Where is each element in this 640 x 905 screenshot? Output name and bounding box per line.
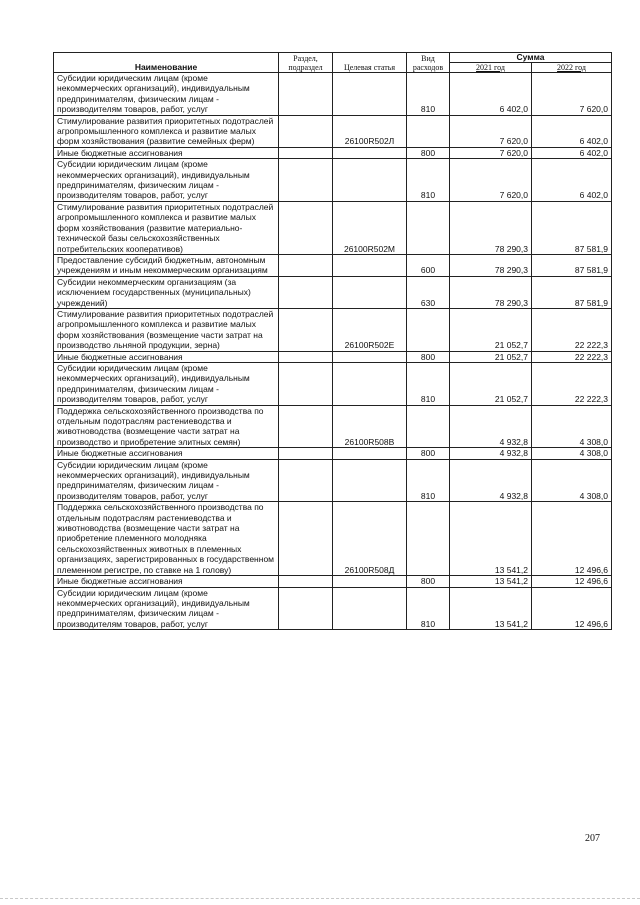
row-name-cell: Субсидии юридическим лицам (кроме некоммерческих организаций), индивидуальным предпринимателям, физическим лицам - производителям товаров, работ, услуг [54,459,279,502]
row-kind-cell: 630 [407,276,450,308]
row-name-cell: Поддержка сельскохозяйственного производства по отдельным подотраслям растениеводства и животноводства (возмещение части затрат на производство и приобретение элитных семян) [54,405,279,448]
row-sum-2021-cell: 21 052,7 [450,362,532,405]
row-name-cell: Субсидии юридическим лицам (кроме некоммерческих организаций), индивидуальным предпринимателям, физическим лицам - производителям товаров, работ, услуг [54,587,279,630]
table-row [54,405,612,448]
row-section-cell [279,308,333,351]
row-name-cell: Иные бюджетные ассигнования [54,147,279,158]
row-target-cell [333,576,407,587]
row-name-cell: Стимулирование развития приоритетных подотраслей агропромышленного комплекса и развитие малых форм хозяйствования (возмещение части затрат на производство льняной продукции, зерна) [54,308,279,351]
row-sum-2021-cell: 78 290,3 [450,254,532,276]
row-sum-2021-cell: 13 541,2 [450,502,532,576]
table-row [54,201,612,254]
row-sum-2022-cell: 22 222,3 [532,308,612,351]
table-row [54,276,612,308]
row-section-cell [279,362,333,405]
row-name-cell: Субсидии некоммерческим организациям (за исключением государственных (муниципальных) учреждений) [54,276,279,308]
row-target-cell [333,276,407,308]
row-sum-2021-cell: 7 620,0 [450,115,532,147]
table-row [54,587,612,630]
table-row [54,308,612,351]
header-year-2021: 2021 год [450,63,532,73]
row-target-cell [333,351,407,362]
table-row [54,362,612,405]
page-number: 207 [585,833,600,844]
row-name-cell: Иные бюджетные ассигнования [54,351,279,362]
budget-table-sheet [53,52,611,630]
row-sum-2022-cell: 12 496,6 [532,576,612,587]
row-target-cell: 26100R508Д [333,502,407,576]
row-kind-cell [407,201,450,254]
row-target-cell: 26100R502Е [333,308,407,351]
row-section-cell [279,159,333,202]
row-sum-2022-cell: 6 402,0 [532,147,612,158]
row-target-cell [333,587,407,630]
header-kind: Вид расходов [407,53,450,73]
row-sum-2021-cell: 4 932,8 [450,405,532,448]
row-sum-2021-cell: 4 932,8 [450,448,532,459]
row-kind-cell: 600 [407,254,450,276]
row-section-cell [279,73,333,116]
row-section-cell [279,405,333,448]
table-row [54,147,612,158]
row-kind-cell [407,502,450,576]
header-name: Наименование [54,53,279,73]
row-name-cell: Предоставление субсидий бюджетным, автономным учреждениям и иным некоммерческим организациям [54,254,279,276]
row-sum-2022-cell: 7 620,0 [532,73,612,116]
row-kind-cell: 810 [407,459,450,502]
row-kind-cell [407,115,450,147]
row-kind-cell: 800 [407,448,450,459]
row-sum-2021-cell: 78 290,3 [450,201,532,254]
row-target-cell [333,254,407,276]
row-kind-cell: 800 [407,576,450,587]
row-section-cell [279,201,333,254]
row-name-cell: Субсидии юридическим лицам (кроме некоммерческих организаций), индивидуальным предпринимателям, физическим лицам - производителям товаров, работ, услуг [54,159,279,202]
row-sum-2021-cell: 21 052,7 [450,308,532,351]
row-section-cell [279,502,333,576]
row-sum-2021-cell: 7 620,0 [450,147,532,158]
row-target-cell [333,448,407,459]
row-sum-2022-cell: 12 496,6 [532,587,612,630]
row-name-cell: Иные бюджетные ассигнования [54,576,279,587]
row-sum-2021-cell: 6 402,0 [450,73,532,116]
row-name-cell: Стимулирование развития приоритетных подотраслей агропромышленного комплекса и развитие малых форм хозяйствования (развитие семейных ферм) [54,115,279,147]
row-sum-2022-cell: 87 581,9 [532,201,612,254]
table-row [54,254,612,276]
table-row [54,73,612,116]
row-sum-2021-cell: 13 541,2 [450,587,532,630]
row-kind-cell: 800 [407,147,450,158]
row-target-cell [333,73,407,116]
row-name-cell: Стимулирование развития приоритетных подотраслей агропромышленного комплекса и развитие малых форм хозяйствования (развитие материально-технической базы сельскохозяйственных потребительских кооперативов) [54,201,279,254]
row-sum-2022-cell: 4 308,0 [532,448,612,459]
table-row [54,459,612,502]
row-section-cell [279,115,333,147]
row-sum-2021-cell: 7 620,0 [450,159,532,202]
row-target-cell [333,147,407,158]
table-row [54,448,612,459]
row-name-cell: Субсидии юридическим лицам (кроме некоммерческих организаций), индивидуальным предпринимателям, физическим лицам - производителям товаров, работ, услуг [54,362,279,405]
row-kind-cell: 810 [407,159,450,202]
row-sum-2022-cell: 4 308,0 [532,459,612,502]
row-name-cell: Субсидии юридическим лицам (кроме некоммерческих организаций), индивидуальным предпринимателям, физическим лицам - производителям товаров, работ, услуг [54,73,279,116]
row-sum-2022-cell: 87 581,9 [532,254,612,276]
row-sum-2022-cell: 12 496,6 [532,502,612,576]
table-row [54,502,612,576]
row-kind-cell: 800 [407,351,450,362]
row-sum-2022-cell: 87 581,9 [532,276,612,308]
row-section-cell [279,351,333,362]
row-sum-2022-cell: 6 402,0 [532,159,612,202]
row-target-cell: 26100R508В [333,405,407,448]
header-section: Раздел, подраздел [279,53,333,73]
row-target-cell [333,459,407,502]
row-sum-2021-cell: 78 290,3 [450,276,532,308]
row-target-cell [333,362,407,405]
header-year-2022: 2022 год [532,63,612,73]
row-target-cell [333,159,407,202]
header-sum: Сумма [450,53,612,63]
table-body [54,73,612,630]
row-section-cell [279,459,333,502]
row-section-cell [279,147,333,158]
row-sum-2022-cell: 4 308,0 [532,405,612,448]
row-section-cell [279,276,333,308]
row-sum-2021-cell: 4 932,8 [450,459,532,502]
row-sum-2022-cell: 22 222,3 [532,362,612,405]
row-kind-cell: 810 [407,73,450,116]
row-kind-cell: 810 [407,362,450,405]
row-sum-2022-cell: 22 222,3 [532,351,612,362]
row-section-cell [279,587,333,630]
table-row [54,351,612,362]
table-row [54,159,612,202]
row-kind-cell [407,308,450,351]
row-target-cell: 26100R502Л [333,115,407,147]
row-section-cell [279,254,333,276]
row-sum-2021-cell: 21 052,7 [450,351,532,362]
row-kind-cell: 810 [407,587,450,630]
row-sum-2021-cell: 13 541,2 [450,576,532,587]
budget-table [53,52,612,630]
bottom-rule [0,898,640,899]
table-row [54,576,612,587]
row-name-cell: Иные бюджетные ассигнования [54,448,279,459]
row-section-cell [279,448,333,459]
header-target: Целевая статья [333,53,407,73]
row-sum-2022-cell: 6 402,0 [532,115,612,147]
row-target-cell: 26100R502М [333,201,407,254]
row-name-cell: Поддержка сельскохозяйственного производства по отдельным подотраслям растениеводства и животноводства (возмещение части затрат на приобретение племенного молодняка сельскохозяйственных животных в племенных организациях, зарегистрированных в государственном племенном регистре, по ставке на 1 голову) [54,502,279,576]
table-row [54,115,612,147]
row-section-cell [279,576,333,587]
row-kind-cell [407,405,450,448]
